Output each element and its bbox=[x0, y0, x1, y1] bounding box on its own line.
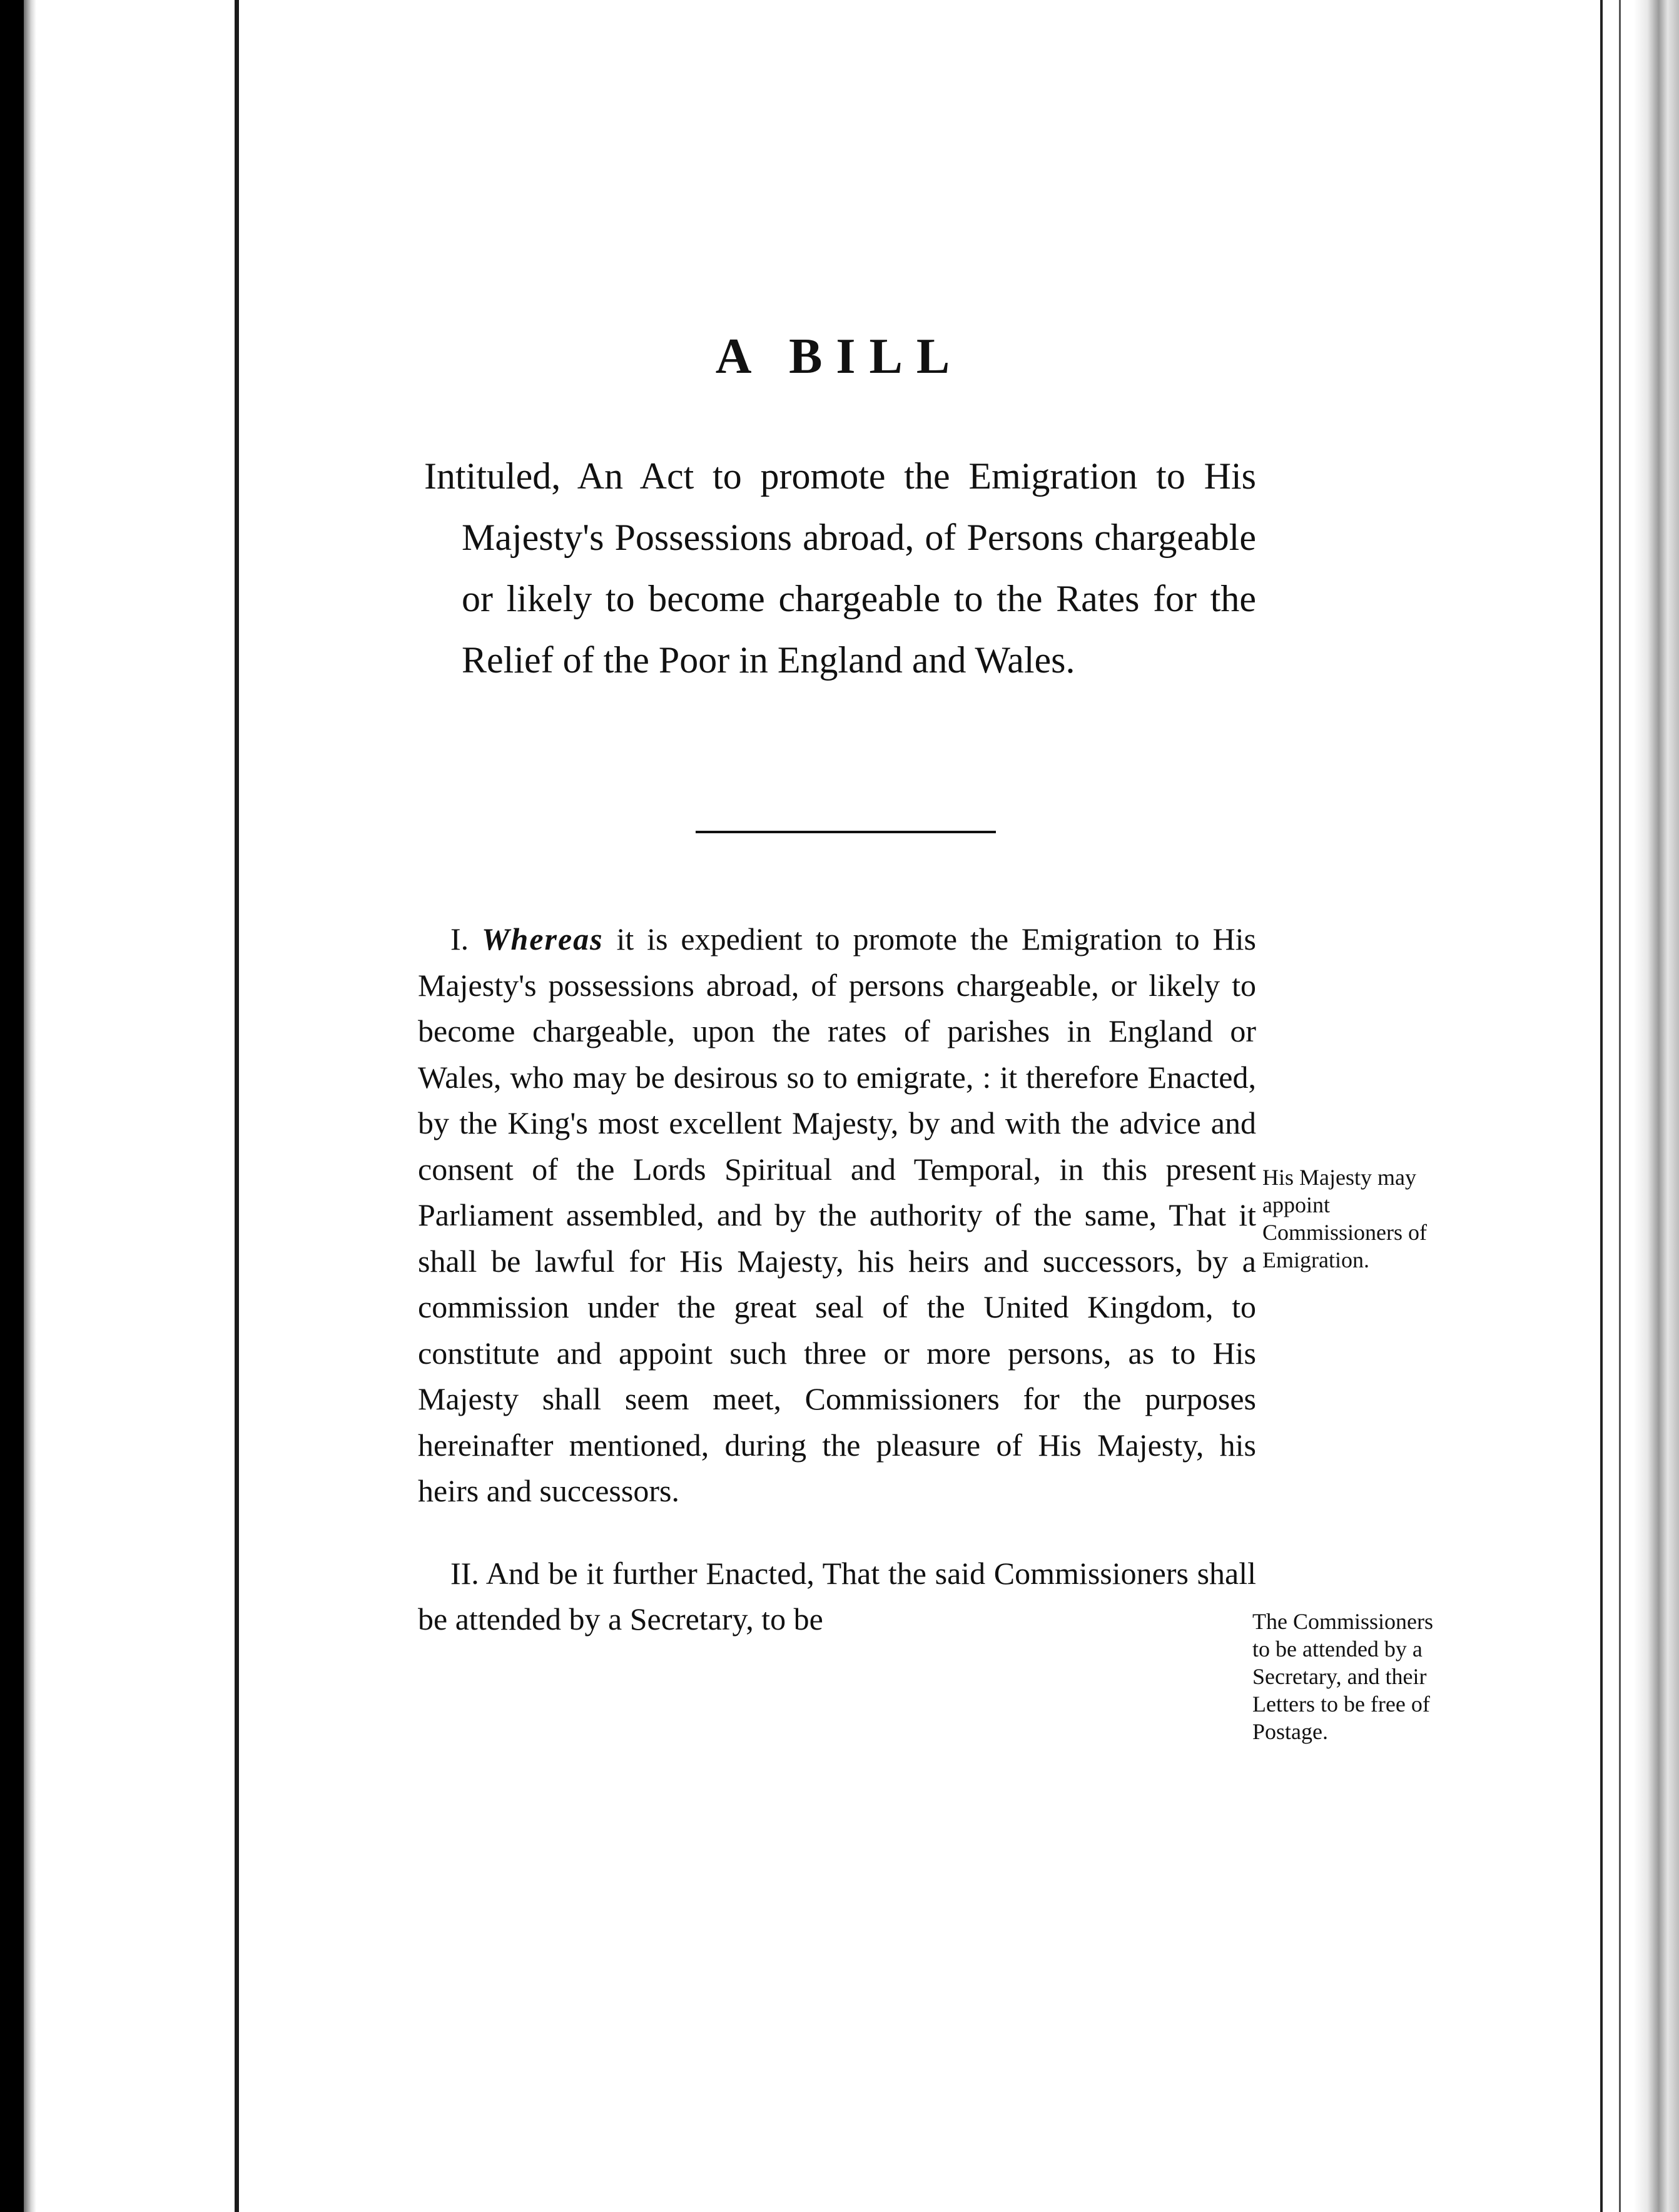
section-number: II. bbox=[450, 1555, 479, 1591]
section-text: And be it further Enacted, That the said Commissioners shall be attended by a Secretary, to be bbox=[418, 1555, 1256, 1636]
bill-body bbox=[418, 916, 1256, 1643]
title-divider bbox=[696, 831, 996, 833]
section-1 bbox=[418, 916, 1256, 1514]
margin-note-commissioners: His Majesty may appoint Commissioners of Emigration. bbox=[1262, 1165, 1428, 1272]
bill-title: A BILL bbox=[715, 329, 964, 384]
section-2 bbox=[418, 1551, 1256, 1643]
bill-subtitle: Intituled, An Act to promote the Emigration to His Majesty's Possessions abroad, of Persons chargeable or likely to become chargeable to the Rates for the Relief of the Poor in England and Wales. bbox=[424, 455, 1256, 681]
section-number: I. bbox=[450, 921, 469, 956]
section-lead-word: Whereas bbox=[482, 921, 604, 956]
margin-note-secretary: The Commissioners to be attended by a Secretary, and their Letters to be free of Postage. bbox=[1252, 1609, 1433, 1744]
section-text: it is expedient to promote the Emigration to His Majesty's possessions abroad, of persons chargeable, or likely to become chargeable, upon the rates of parishes in England or Wales, who may be desirous so to emigrate, : it therefore Enacted, by the King's most excellent Majesty, by and with the advice and consent of the Lords Spiritual and Temporal, in this present Parliament assembled, and by the authority of the same, That it shall be lawful for His Majesty, his heirs and successors, by a commission under the great seal of the United Kingdom, to constitute and appoint such three or more persons, as to His Majesty shall seem meet, Commissioners for the purposes hereinafter mentioned, during the pleasure of His Majesty, his heirs and successors. bbox=[418, 921, 1256, 1508]
